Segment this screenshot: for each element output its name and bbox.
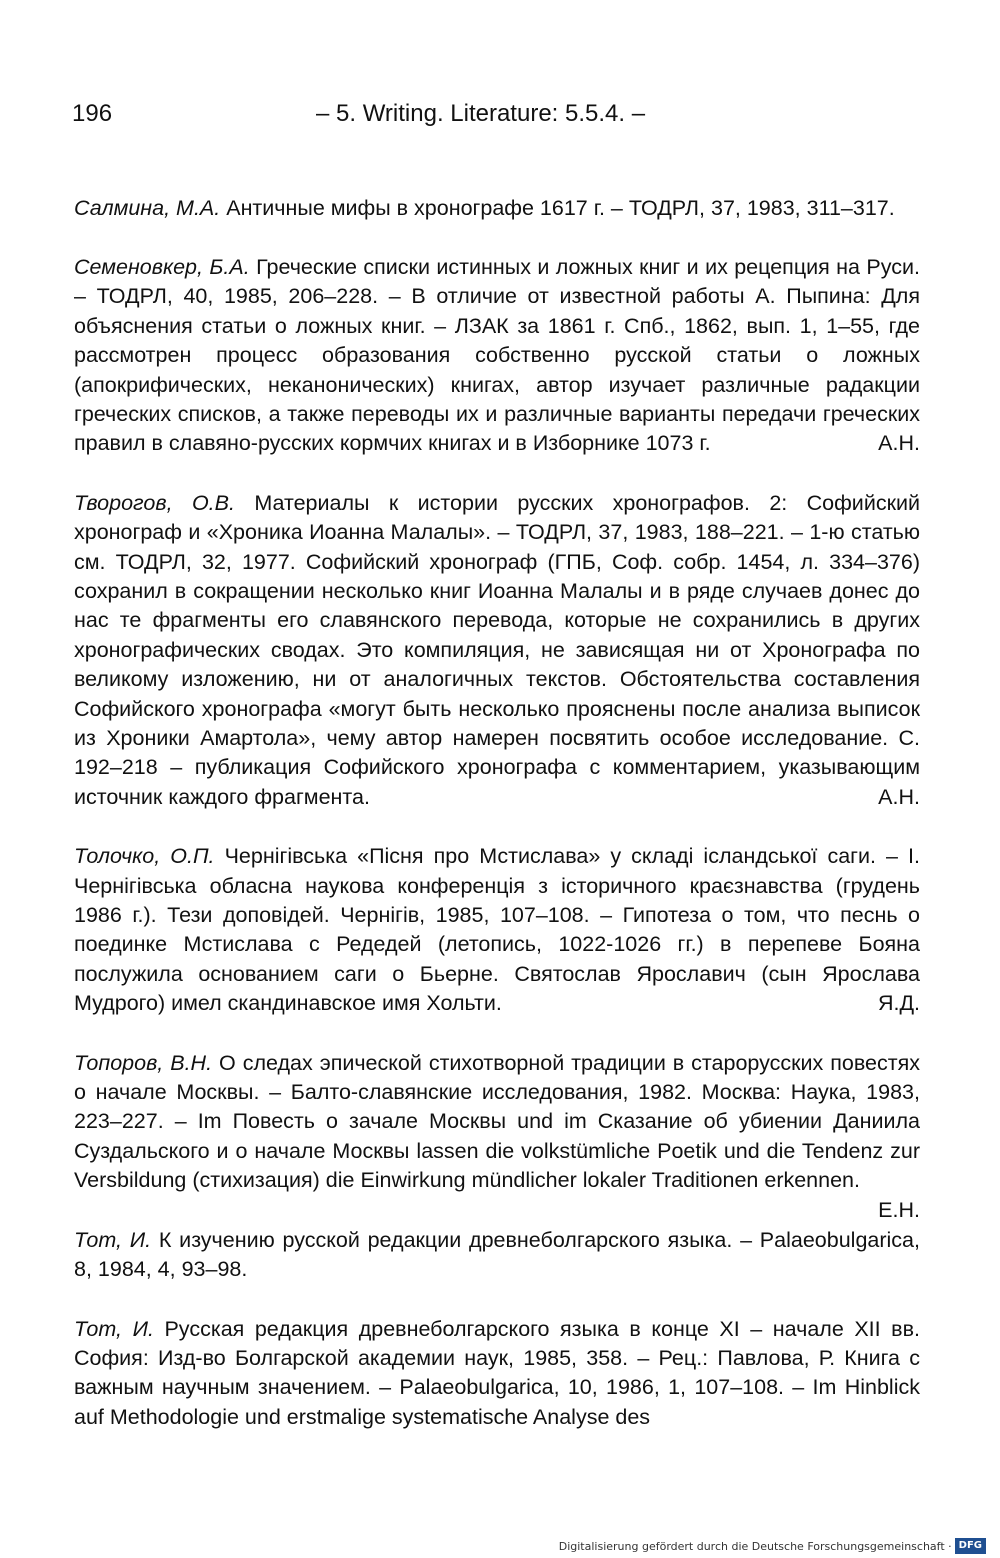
entry-author: Тот, И. xyxy=(74,1227,152,1252)
entry-reviewer-initials: А.Н. xyxy=(878,784,920,809)
entry-text: К изучению русской редакции древнеболгарского языка. – Palaeobulgarica, 8, 1984, 4, 93–98. xyxy=(74,1227,920,1282)
entry-author: Творогов, О.В. xyxy=(74,490,235,515)
bibliography-entries xyxy=(74,172,920,1462)
bibliography-entry xyxy=(74,194,920,223)
bibliography-entry xyxy=(74,1049,920,1222)
digitization-credit xyxy=(559,1538,986,1554)
entry-text: Русская редакция древнеболгарского языка в конце XI – начале XII вв. София: Изд-во Болгарской академии наук, 1985, 358. – Рец.: Павлова, Р. Книга с важным научным значением. – Palaeobulgarica, 10, 1986, 1, 107–108. – Im Hinblick auf Methodologie und erstmalige systematische Analyse des xyxy=(74,1316,920,1429)
running-title: – 5. Writing. Literature: 5.5.4. – xyxy=(316,100,646,127)
entry-reviewer-initials: Е.Н. xyxy=(878,1197,920,1222)
entry-text: Греческие списки истинных и ложных книг и их рецепция на Руси. – ТОДРЛ, 40, 1985, 206–228. – В отличие от известной работы А. Пыпина: Для объяснения статьи о ложных книг. – ЛЗАК за 1861 г. Спб., 1862, вып. 1, 1–55, где рассмотрен процесс образования собственно русской статьи о ложных (апокрифических, неканонических) книгах, автор изучает различные радакции греческих списков, а также переводы их и различные варианты передачи греческих правил в славяно-русских кормчих книгах и в Изборнике 1073 г. xyxy=(74,254,920,456)
bibliography-entry xyxy=(74,1226,920,1285)
entry-author: Салмина, М.А. xyxy=(74,195,221,220)
entry-reviewer-initials: А.Н. xyxy=(878,431,920,456)
bibliography-entry xyxy=(74,253,920,459)
entry-reviewer-initials: Я.Д. xyxy=(877,991,920,1016)
entry-text: Античные мифы в хронографе 1617 г. – ТОДРЛ, 37, 1983, 311–317. xyxy=(220,195,895,220)
bibliography-entry xyxy=(74,489,920,812)
entry-author: Топоров, В.Н. xyxy=(74,1050,213,1075)
entry-author: Толочко, О.П. xyxy=(74,844,215,869)
entry-author: Тот, И. xyxy=(74,1316,154,1341)
entry-text: Материалы к истории русских хронографов. 2: Софийский хронограф и «Хроника Иоанна Малалы». – ТОДРЛ, 37, 1983, 188–221. – 1-ю статью см. ТОДРЛ, 32, 1977. Софийский хронограф (ГПБ, Соф. собр. 1454, л. 334–376) сохранил в сокращении несколько книг Иоанна Малалы и в ряде случаев донес до нас те фрагменты его славянского перевода, которые не сохранились в других хронографических сводах. Это компиляция, не зависящая ни от Хронографа по великому изложению, ни от аналогичных текстов. Обстоятельства составления Софийского хронографа «могут быть несколько прояснены после анализа выписок из Хроники Амартола», чему автор намерен посвятить особое исследование. С. 192–218 – публикация Софийского хронографа с комментарием, указывающим источник каждого фрагмента. xyxy=(74,490,921,809)
entry-text: О следах эпической стихотворной традиции в старорусских повестях о начале Москвы. – Балто-славянские исследования, 1982. Москва: Наука, 1983, 223–227. – Im Повесть о зачале Москвы und im Сказание об убиении Даниила Суздальского и о начале Москвы lassen die volkstümliche Poetik und die Tendenz zur Versbildung (стихизация) die Einwirkung mündlicher lokaler Traditionen erkennen. xyxy=(74,1050,920,1193)
dfg-logo: DFG xyxy=(955,1538,986,1554)
credit-text: Digitalisierung gefördert durch die Deutsche Forschungsgemeinschaft · xyxy=(558,1539,952,1553)
entry-text: Чернігівська «Пісня про Мстислава» у складі ісландської саги. – І. Чернігівська обласна наукова конференція з історичного краєзнавства (грудень 1986 г.). Тези доповідей. Чернігів, 1985, 107–108. – Гипотеза о том, что песнь о поединке Мстислава с Редедей (летопись, 1022-1026 гг.) в перепеве Бояна послужила основанием саги о Бьерне. Святослав Ярославич (сын Ярослава Мудрого) имел скандинавское имя Хольти. xyxy=(74,844,920,1016)
bibliography-entry xyxy=(74,842,920,1018)
entry-author: Семеновкер, Б.А. xyxy=(74,254,250,279)
page-number: 196 xyxy=(72,100,113,127)
bibliography-entry xyxy=(74,1315,920,1433)
